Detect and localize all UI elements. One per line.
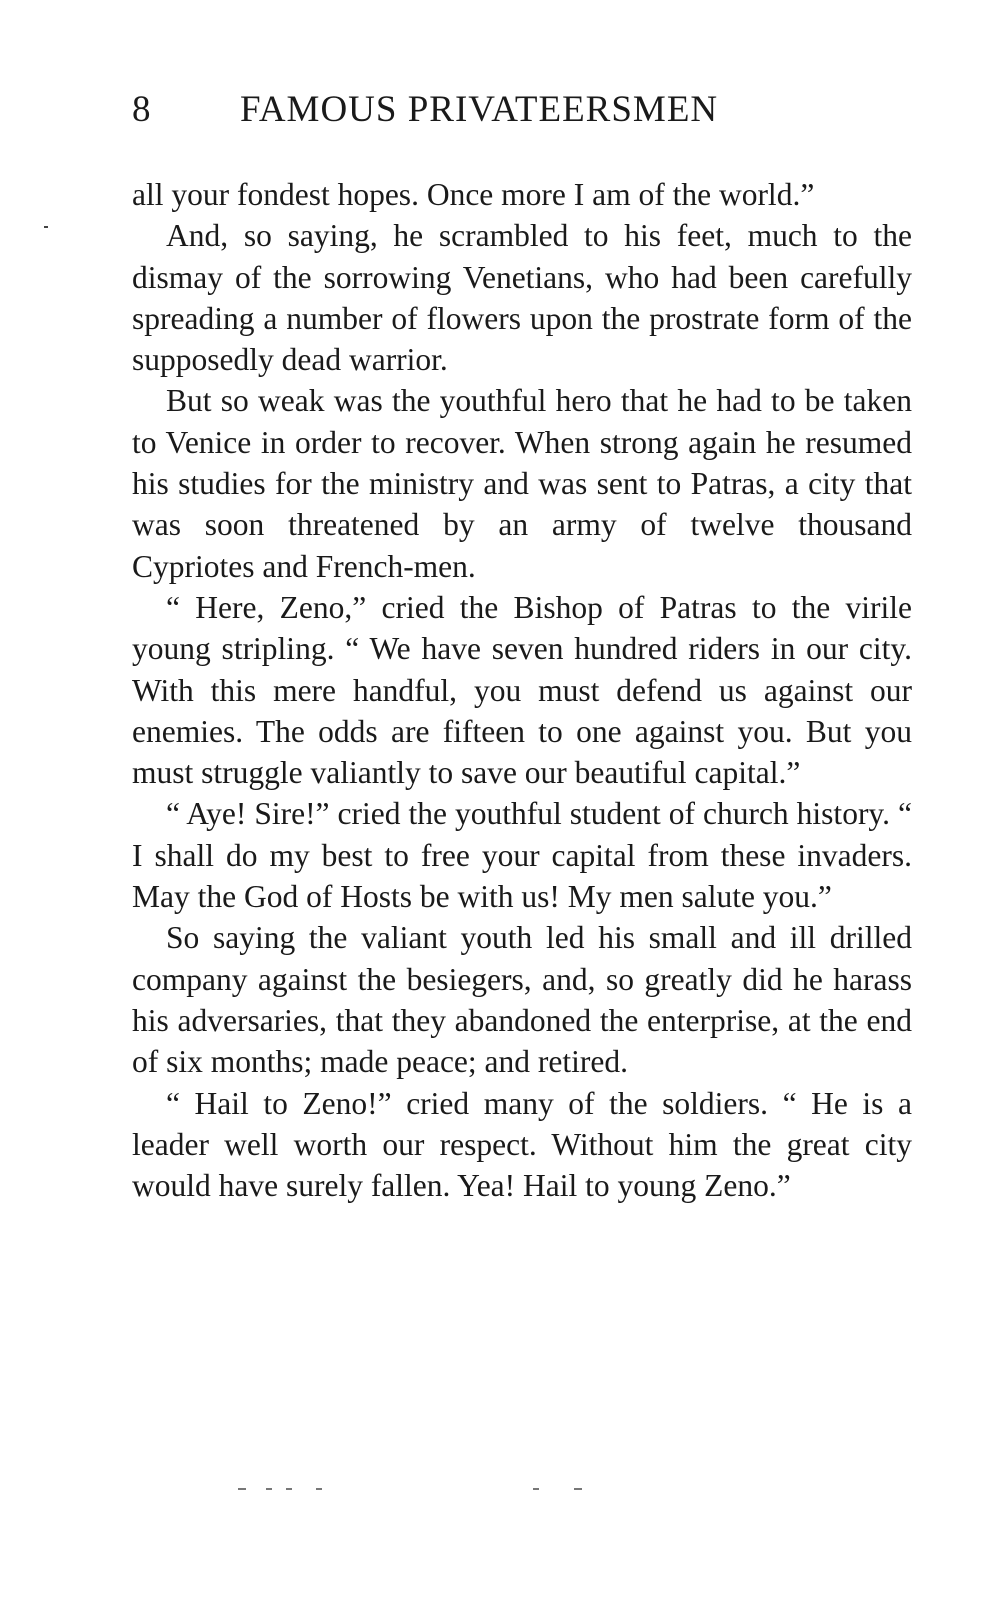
paragraph: And, so saying, he scrambled to his feet, much to the dismay of the sorrowing Venetians, who had been carefully spreading a number of flowers upon the prostrate form of the supposedly dead warrior. <box>132 218 912 378</box>
print-mark <box>574 1488 582 1490</box>
running-head <box>132 88 912 138</box>
print-mark <box>286 1488 292 1490</box>
page-number: 8 <box>132 89 152 130</box>
book-page <box>132 0 912 1617</box>
body-text <box>132 174 912 1206</box>
print-mark <box>316 1488 322 1490</box>
paragraph: But so weak was the youthful hero that he had to be taken to Venice in order to recover. When strong again he resumed his studies for the ministry and was sent to Patras, a city that was soon threatened by an army of twelve thousand Cypriotes and French-men. <box>132 383 912 584</box>
margin-tick-mark <box>44 226 48 228</box>
print-mark <box>533 1488 539 1490</box>
paragraph-continued: all your fondest hopes. Once more I am of the world.” <box>132 177 815 212</box>
stray-print-marks <box>100 1488 600 1494</box>
print-mark <box>266 1488 272 1490</box>
print-mark <box>238 1488 246 1490</box>
paragraph: “ Here, Zeno,” cried the Bishop of Patras to the virile young stripling. “ We have seven hundred riders in our city. With this mere handful, you must defend us against our enemies. The odds are fifteen to one against you. But you must struggle valiantly to save our beautiful capital.” <box>132 589 912 791</box>
paragraph: “ Aye! Sire!” cried the youthful student of church history. “ I shall do my best to free your capital from these invaders. May the God of Hosts be with us! My men salute you.” <box>132 796 912 915</box>
running-title: FAMOUS PRIVATEERSMEN <box>240 89 719 130</box>
paragraph: So saying the valiant youth led his small and ill drilled company against the besiegers, and, so greatly did he harass his adversaries, that they abandoned the enterprise, at the end of six months; made peace; and retired. <box>132 920 912 1080</box>
paragraph: “ Hail to Zeno!” cried many of the soldiers. “ He is a leader well worth our respect. Without him the great city would have surely fallen. Yea! Hail to young Zeno.” <box>132 1085 912 1204</box>
